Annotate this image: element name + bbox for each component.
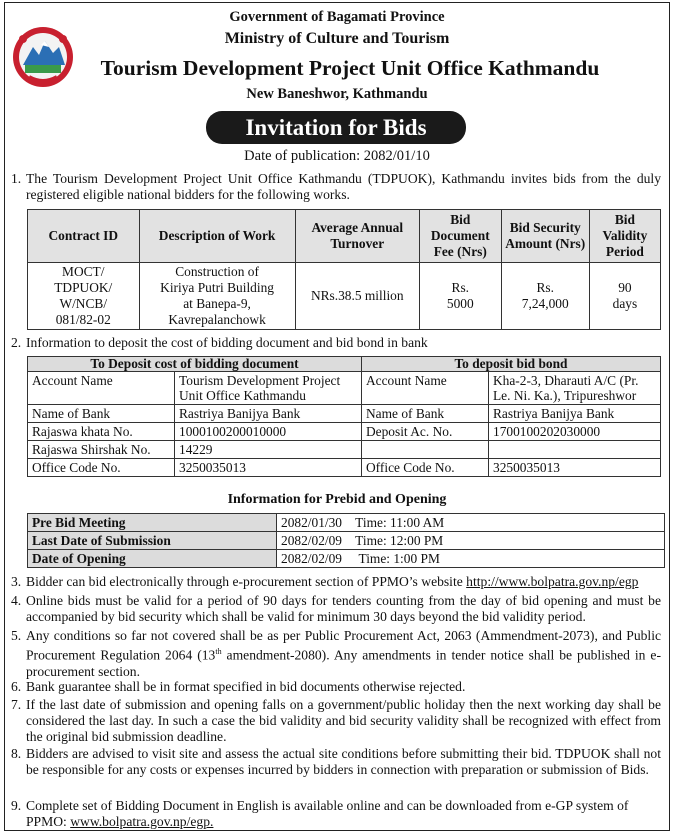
prebid-value: 2082/02/09 Time: 1:00 PM — [277, 550, 665, 568]
table-row — [28, 550, 665, 568]
bank-value — [489, 441, 661, 459]
works-table — [27, 209, 661, 330]
col-bid-security: Bid Security Amount (Nrs) — [501, 210, 589, 263]
ppmo-egp-link[interactable]: http://www.bolpatra.gov.np/egp — [466, 574, 639, 589]
col-description: Description of Work — [139, 210, 295, 263]
works-header-row — [28, 210, 661, 263]
item-text — [26, 798, 661, 830]
validity-cell — [589, 263, 660, 330]
government-name: Government of Bagamati Province — [229, 9, 445, 25]
item-1 — [11, 171, 661, 203]
description-line: Kavrepalanchowk — [168, 312, 266, 327]
item-number: 7. — [11, 697, 22, 712]
item-number: 6. — [11, 679, 22, 694]
prebid-label: Last Date of Submission — [28, 532, 277, 550]
bank-label: Account Name — [362, 372, 489, 405]
bank-value: 1700100202030000 — [489, 423, 661, 441]
item-5 — [11, 628, 661, 680]
deposit-bid-bond-heading: To deposit bid bond — [362, 357, 661, 372]
ministry-name: Ministry of Culture and Tourism — [224, 30, 450, 47]
bank-table — [27, 356, 661, 477]
item-number: 3. — [11, 574, 22, 589]
bank-value: Rastriya Banijya Bank — [489, 405, 661, 423]
bank-header-row — [28, 357, 661, 372]
bank-value: Kha-2-3, Dharauti A/C (Pr. Le. Ni. Ka.), Tripureshwor — [489, 372, 661, 405]
fee-line: Rs. — [451, 280, 470, 295]
bank-label: Rajaswa Shirshak No. — [28, 441, 175, 459]
description-line: at Banepa-9, — [183, 296, 251, 311]
table-row — [28, 459, 661, 477]
item-3 — [11, 574, 661, 590]
table-row — [28, 441, 661, 459]
bank-value: Rastriya Banijya Bank — [175, 405, 362, 423]
item-number: 9. — [11, 798, 22, 813]
description-line: Kiriya Putri Building — [160, 280, 274, 295]
item-text-body: Bidder can bid electronically through e-procurement section of PPMO’s website — [26, 574, 467, 589]
item-text: The Tourism Development Project Unit Office Kathmandu (TDPUOK), Kathmandu invites bids from the duly registered eligible national bidders for the following works. — [26, 171, 661, 202]
bank-value: 3250035013 — [489, 459, 661, 477]
bank-label: Rajaswa khata No. — [28, 423, 175, 441]
bid-security-cell — [501, 263, 589, 330]
item-number: 8. — [11, 746, 22, 761]
item-text: Information to deposit the cost of bidding document and bid bond in bank — [26, 335, 428, 350]
validity-line: 90 — [618, 280, 632, 295]
bank-value: 1000100200010000 — [175, 423, 362, 441]
item-text-body: Complete set of Bidding Document in English is available online and can be downloaded from e-GP system of PPMO: — [26, 798, 629, 829]
prebid-label: Pre Bid Meeting — [28, 514, 277, 532]
item-number: 5. — [11, 628, 22, 643]
col-validity: Bid Validity Period — [589, 210, 660, 263]
table-row — [28, 372, 661, 405]
item-text: Bidders are advised to visit site and assess the actual site conditions before submitting their bid. TDPUOK shall not be responsible for any costs or expenses incurred by bidders in connection with preparation or submission of Bids. — [26, 746, 661, 777]
item-8 — [11, 746, 661, 778]
table-row — [28, 263, 661, 330]
turnover-cell: NRs.38.5 million — [295, 263, 419, 330]
bank-label — [362, 441, 489, 459]
table-row — [28, 405, 661, 423]
contract-id-line: W/NCB/ — [59, 296, 108, 311]
item-number: 2. — [11, 335, 22, 350]
item-6 — [11, 679, 661, 695]
col-doc-fee: Bid Document Fee (Nrs) — [419, 210, 501, 263]
item-text-part: Any conditions so far not covered shall be as per Public Procurement Act, 2063 (Ammendment-2073), and Public Procurement Regulation 2064 (13 — [26, 628, 661, 663]
bank-label: Office Code No. — [28, 459, 175, 477]
doc-fee-cell — [419, 263, 501, 330]
bank-value: 14229 — [175, 441, 362, 459]
deposit-doc-cost-heading: To Deposit cost of bidding document — [28, 357, 362, 372]
item-7 — [11, 697, 661, 745]
contract-id-line: TDPUOK/ — [54, 280, 113, 295]
security-line: Rs. — [536, 280, 554, 295]
item-text — [26, 628, 661, 680]
invitation-banner: Invitation for Bids — [206, 111, 466, 144]
item-text — [26, 574, 661, 590]
item-number: 1. — [11, 171, 22, 186]
table-row — [28, 532, 665, 550]
item-text: If the last date of submission and opening falls on a government/public holiday then the next working day shall be considered the last day. In such a case the bid validity and bid security validity shall be recognized with effect from the original bid submission deadline. — [26, 697, 661, 744]
bank-value: Tourism Development Project Unit Office Kathmandu — [175, 372, 362, 405]
bank-label: Office Code No. — [362, 459, 489, 477]
fee-line: 5000 — [446, 296, 474, 311]
bank-label: Name of Bank — [28, 405, 175, 423]
bank-value: 3250035013 — [175, 459, 362, 477]
validity-line: days — [612, 296, 638, 311]
office-address: New Baneshwor, Kathmandu — [246, 86, 428, 102]
item-2 — [11, 335, 661, 351]
superscript: th — [215, 647, 222, 656]
contract-id-line: MOCT/ — [62, 264, 105, 279]
table-row — [28, 423, 661, 441]
publication-date: Date of publication: 2082/01/10 — [244, 148, 430, 164]
bolpatra-link[interactable]: www.bolpatra.gov.np/egp. — [70, 814, 214, 829]
office-name: Tourism Development Project Unit Office Kathmandu — [100, 56, 600, 80]
col-turnover: Average Annual Turnover — [295, 210, 419, 263]
security-line: 7,24,000 — [521, 296, 569, 311]
item-9 — [11, 798, 661, 830]
bank-label: Account Name — [28, 372, 175, 405]
item-number: 4. — [11, 593, 22, 608]
prebid-value: 2082/01/30 Time: 11:00 AM — [277, 514, 665, 532]
notice-page — [4, 2, 670, 831]
col-contract-id: Contract ID — [28, 210, 140, 263]
contract-id-line: 081/82-02 — [55, 312, 111, 327]
bank-label: Name of Bank — [362, 405, 489, 423]
item-text: Bank guarantee shall be in format specified in bid documents otherwise rejected. — [26, 679, 466, 694]
prebid-title: Information for Prebid and Opening — [227, 492, 447, 507]
contract-id-cell — [28, 263, 140, 330]
description-cell — [139, 263, 295, 330]
item-text: Online bids must be valid for a period of 90 days for tenders counting from the day of bid opening and must be accompanied by bid security which shall be valid for minimum 30 days beyond the bid validity period. — [26, 593, 661, 624]
item-4 — [11, 593, 661, 625]
bank-label: Deposit Ac. No. — [362, 423, 489, 441]
item-text-part: amendment-2080). Any amendments in tender notice shall be published in e-procurement section. — [26, 647, 661, 679]
prebid-value: 2082/02/09 Time: 12:00 PM — [277, 532, 665, 550]
description-line: Construction of — [175, 264, 259, 279]
prebid-table — [27, 513, 665, 568]
table-row — [28, 514, 665, 532]
prebid-label: Date of Opening — [28, 550, 277, 568]
